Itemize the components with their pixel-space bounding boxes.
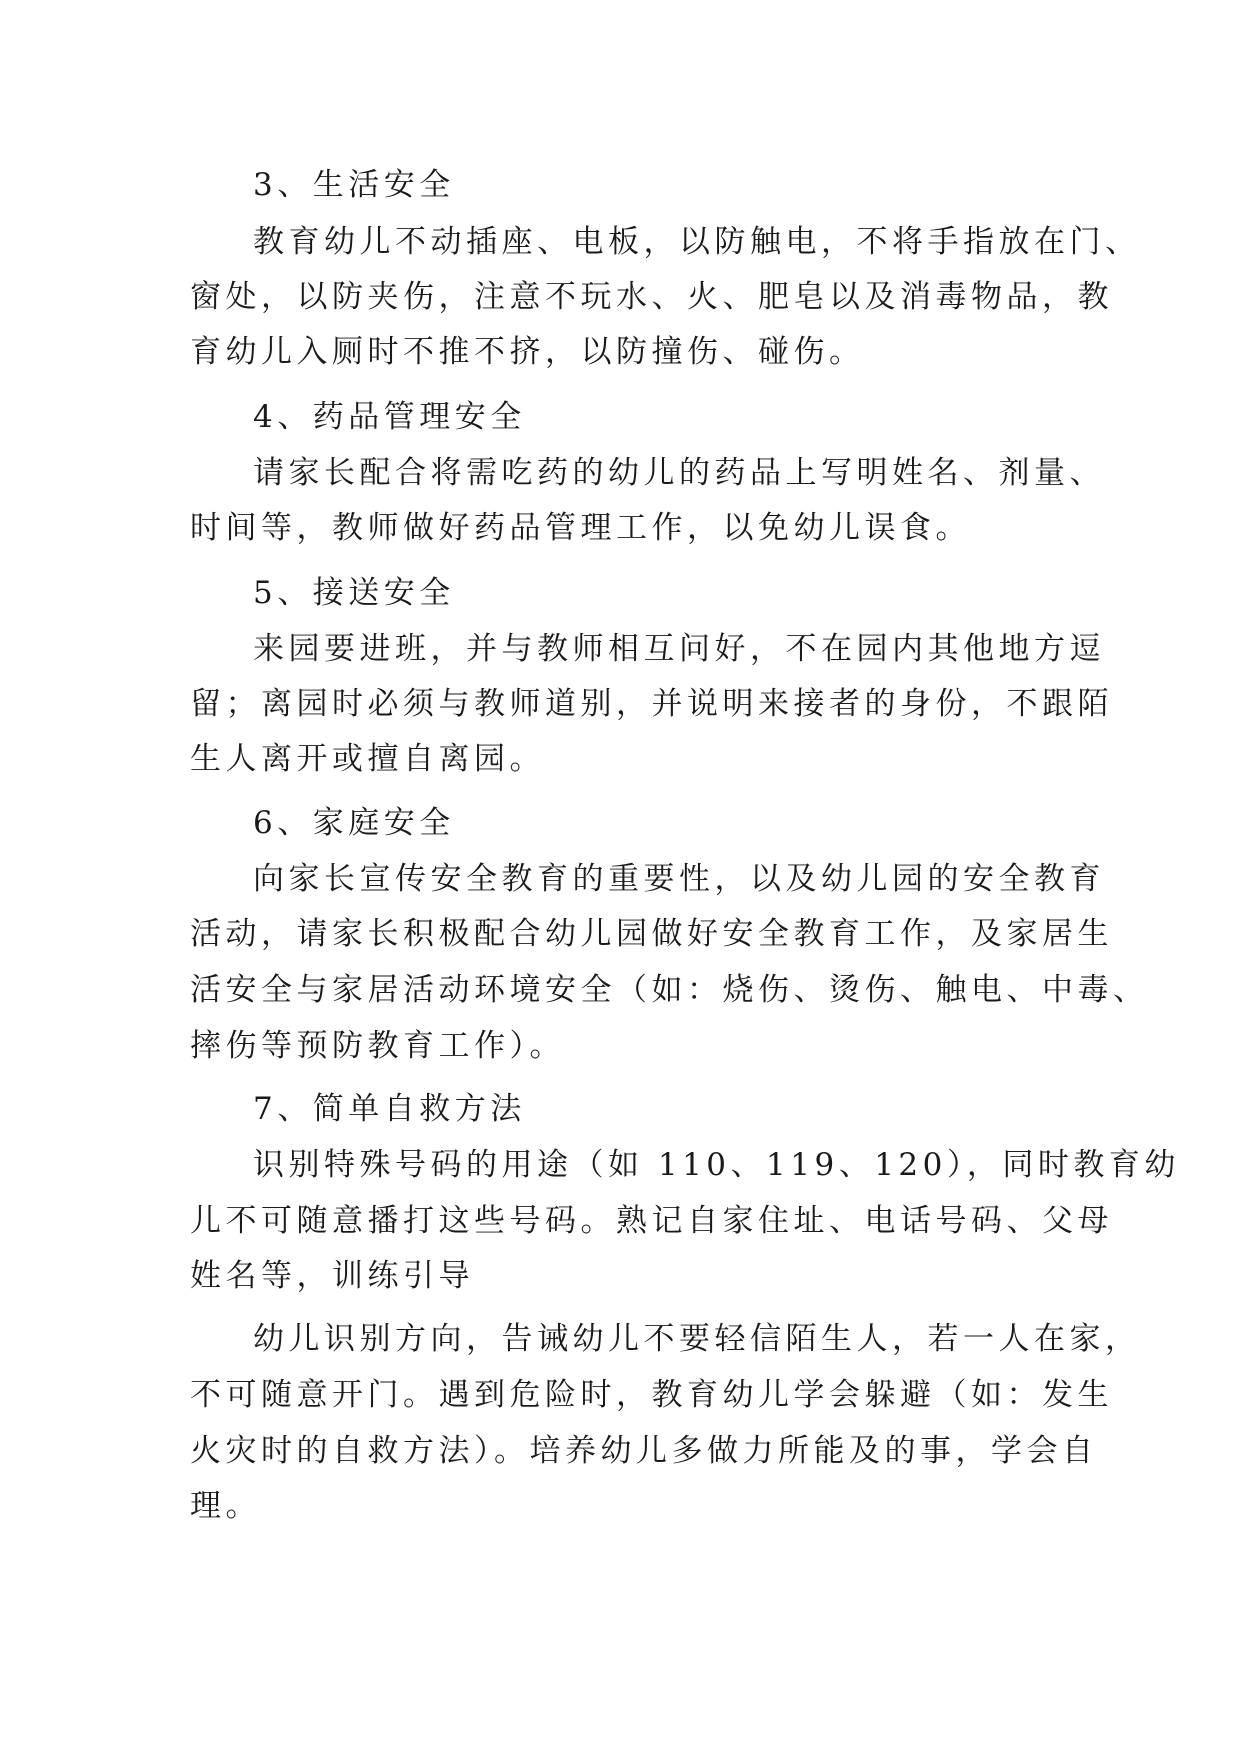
paragraph-line: 幼儿识别方向，告诫幼儿不要轻信陌生人，若一人在家， [253, 1321, 1141, 1357]
heading-pickup-safety: 5、接送安全 [253, 575, 455, 611]
paragraph-line: 请家长配合将需吃药的幼儿的药品上写明姓名、剂量、 [253, 455, 1105, 491]
paragraph-line: 窗处，以防夹伤，注意不玩水、火、肥皂以及消毒物品，教 [190, 279, 1113, 315]
paragraph-line: 活安全与家居活动环境安全（如：烧伤、烫伤、触电、中毒、 [190, 972, 1149, 1008]
paragraph-line: 向家长宣传安全教育的重要性，以及幼儿园的安全教育 [253, 861, 1105, 897]
paragraph-line: 育幼儿入厕时不推不挤，以防撞伤、碰伤。 [190, 334, 865, 370]
paragraph-line: 活动，请家长积极配合幼儿园做好安全教育工作，及家居生 [190, 916, 1113, 952]
paragraph-line: 姓名等，训练引导 [190, 1258, 474, 1294]
paragraph-line: 时间等，教师做好药品管理工作，以免幼儿误食。 [190, 510, 971, 546]
heading-self-rescue: 7、简单自救方法 [253, 1091, 526, 1127]
heading-life-safety: 3、生活安全 [253, 167, 455, 203]
paragraph-line: 摔伤等预防教育工作）。 [190, 1028, 565, 1064]
paragraph-line: 教育幼儿不动插座、电板，以防触电，不将手指放在门、 [253, 224, 1141, 260]
paragraph-line: 火灾时的自救方法）。培养幼儿多做力所能及的事，学会自 [190, 1433, 1098, 1469]
paragraph-line: 生人离开或擅自离园。 [190, 741, 545, 777]
heading-medicine-safety: 4、药品管理安全 [253, 399, 526, 435]
paragraph-line: 儿不可随意播打这些号码。熟记自家住址、电话号码、父母 [190, 1203, 1113, 1239]
paragraph-line: 来园要进班，并与教师相互问好，不在园内其他地方逗 [253, 631, 1105, 667]
paragraph-line: 不可随意开门。遇到危险时，教育幼儿学会躲避（如：发生 [190, 1377, 1113, 1413]
heading-home-safety: 6、家庭安全 [253, 805, 455, 841]
paragraph-line: 留；离园时必须与教师道别，并说明来接者的身份，不跟陌 [190, 686, 1113, 722]
paragraph-line: 理。 [190, 1488, 261, 1524]
paragraph-line: 识别特殊号码的用途（如 110、119、120），同时教育幼 [253, 1147, 1180, 1183]
